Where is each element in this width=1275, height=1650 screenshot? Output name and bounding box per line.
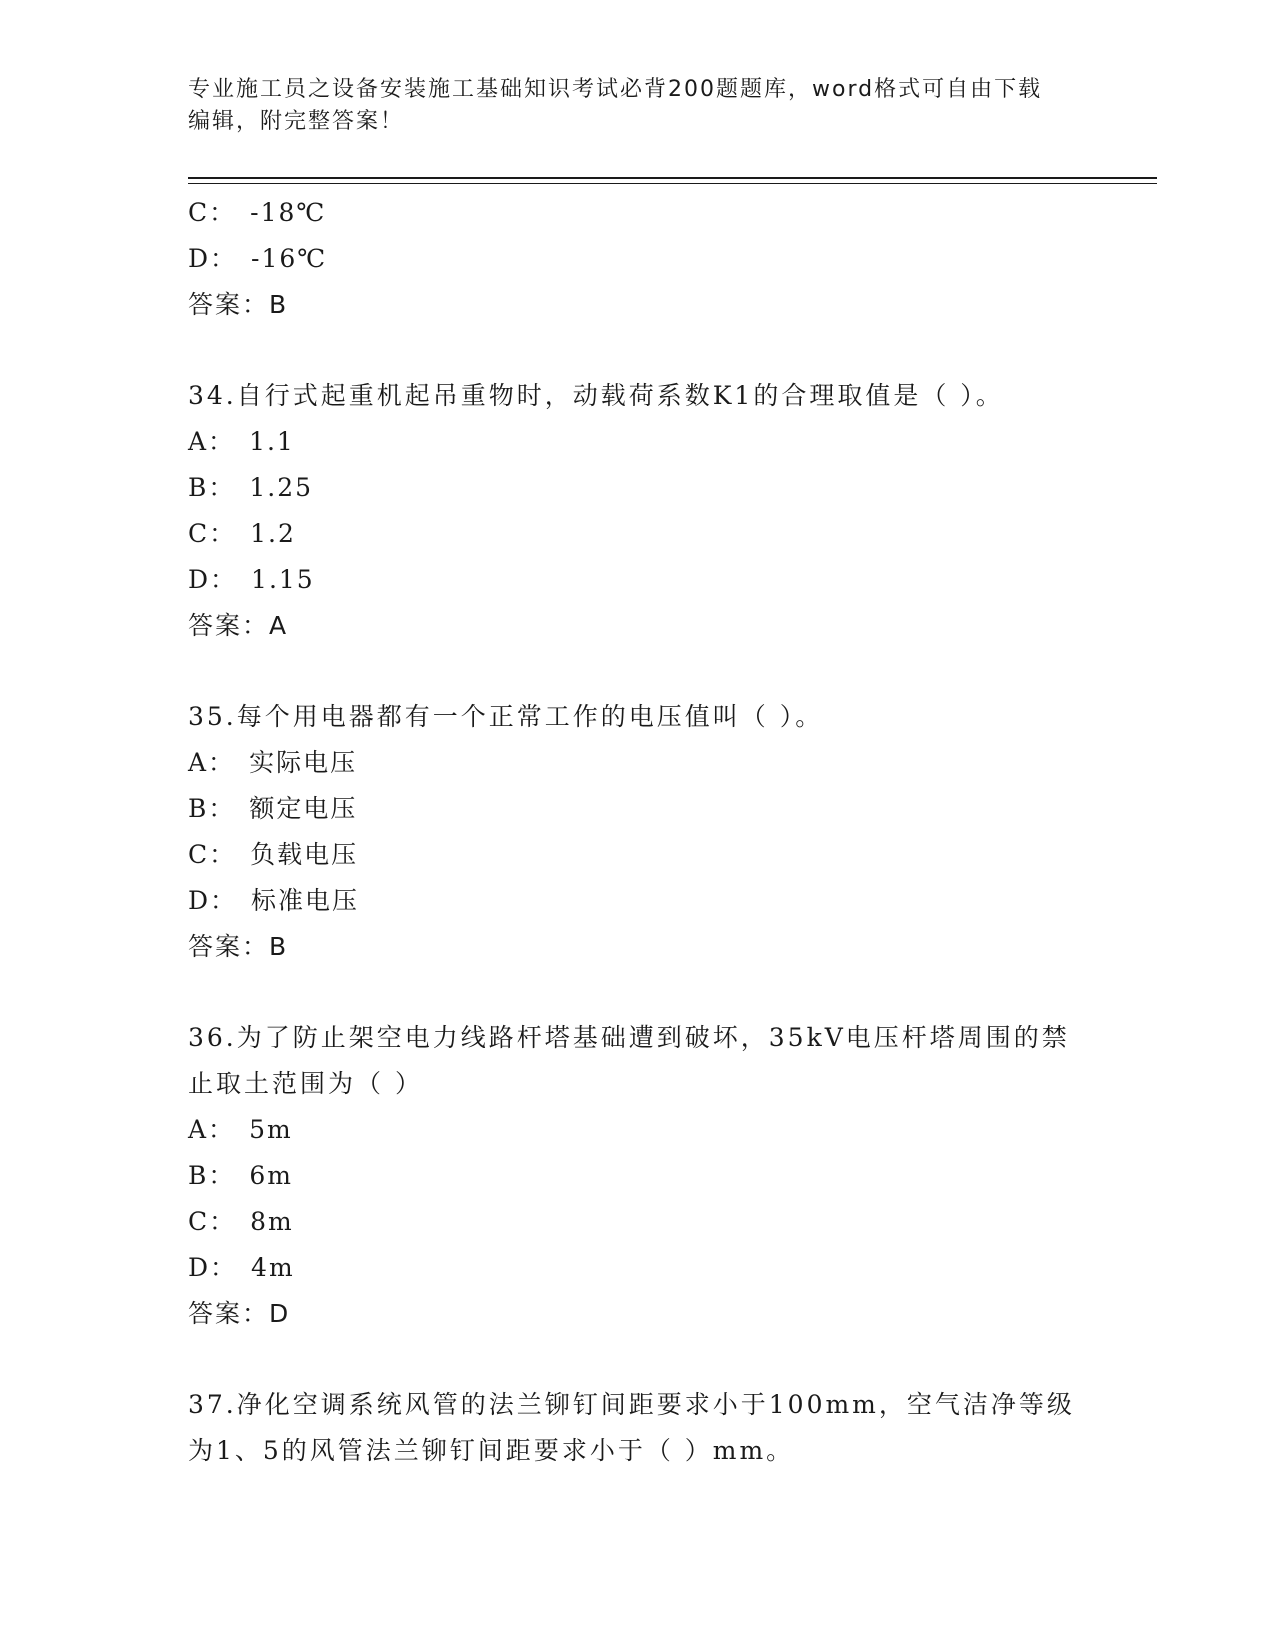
question-text-continued: 止取土范围为（ ）	[188, 1069, 423, 1098]
question-text: 37.净化空调系统风管的法兰铆钉间距要求小于100mm，空气洁净等级	[188, 1390, 1075, 1419]
option-a: A： 5m	[188, 1115, 293, 1144]
option-b: B： 额定电压	[188, 794, 358, 823]
option-d: D： 1.15	[188, 565, 315, 594]
header-divider-thin	[188, 183, 1157, 184]
spacer	[188, 328, 1088, 373]
question-text: 34.自行式起重机起吊重物时，动载荷系数K1的合理取值是（ ）。	[188, 381, 1004, 410]
spacer	[188, 649, 1088, 694]
spacer	[188, 970, 1088, 1015]
option-d: D： 4m	[188, 1253, 295, 1282]
header-divider-thick	[188, 177, 1157, 179]
question-list	[188, 190, 1088, 1474]
header-line-1: 专业施工员之设备安装施工基础知识考试必背200题题库，word格式可自由下载	[188, 77, 1043, 102]
header-line-2: 编辑，附完整答案！	[188, 109, 405, 134]
option-b: B： 1.25	[188, 473, 314, 502]
document-header	[188, 74, 1068, 138]
option-c: C： 负载电压	[188, 840, 359, 869]
option-a: A： 1.1	[188, 427, 295, 456]
spacer	[188, 1337, 1088, 1382]
option-d: D： 标准电压	[188, 886, 360, 915]
option-d: D： -16℃	[188, 244, 328, 273]
answer-line: 答案：A	[188, 611, 289, 640]
question-text-continued: 为1、5的风管法兰铆钉间距要求小于（ ）mm。	[188, 1436, 795, 1465]
answer-line: 答案：B	[188, 290, 289, 319]
answer-line: 答案：D	[188, 1299, 291, 1328]
answer-line: 答案：B	[188, 932, 289, 961]
question-text: 36.为了防止架空电力线路杆塔基础遭到破坏，35kV电压杆塔周围的禁	[188, 1023, 1070, 1052]
option-c: C： -18℃	[188, 198, 327, 227]
option-c: C： 8m	[188, 1207, 294, 1236]
option-c: C： 1.2	[188, 519, 296, 548]
option-b: B： 6m	[188, 1161, 293, 1190]
question-text: 35.每个用电器都有一个正常工作的电压值叫（ ）。	[188, 702, 824, 731]
option-a: A： 实际电压	[188, 748, 358, 777]
